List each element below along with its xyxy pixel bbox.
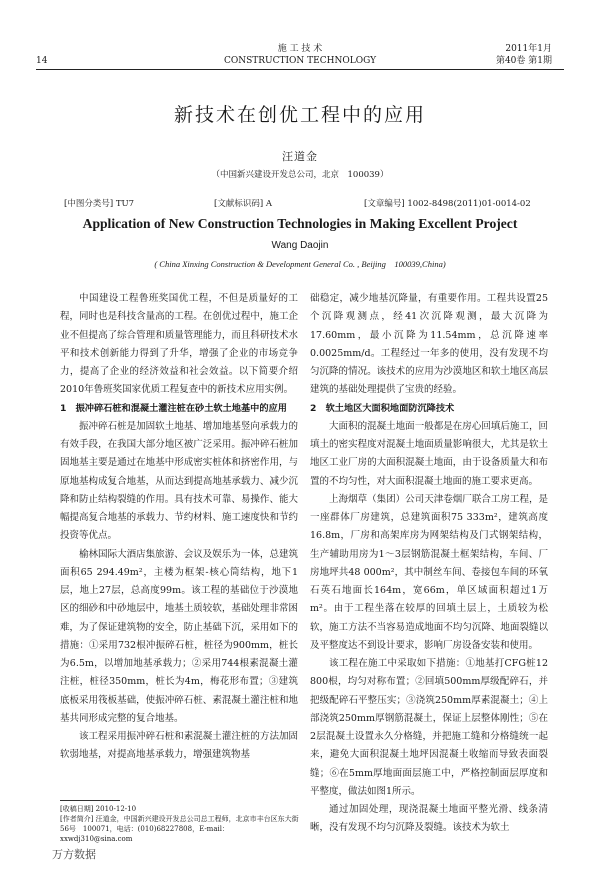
journal-name-cn: 施 工 技 术 xyxy=(277,44,323,54)
journal-name-en: CONSTRUCTION TECHNOLOGY xyxy=(223,56,377,66)
wanfang-watermark: 万方数据 xyxy=(52,848,96,861)
intro-paragraph: 中国建设工程鲁班奖国优工程，不但是质量好的工程，同时也是科技含量高的工程。在创优过程中，施工企业不但提高了综合管理和质量管理能力，而且科研技术水平和技术创新能力得到了升华，增强了企业的市场竞争力，提高了企业的经济效益和社会效益。以下简要介绍2010年鲁班奖国家优质工程复查中的新技术应用实例。 xyxy=(60,293,298,396)
section-1-paragraph: 该工程采用振冲碎石桩和素混凝土灌注桩的方法加固软弱地基，对提高地基承载力，增强建筑物基 xyxy=(60,731,298,761)
received-date: [收稿日期] 2010-12-10 xyxy=(60,805,137,813)
title-en: Application of New Construction Technologies in Making Excellent Project xyxy=(82,216,518,231)
section-2-paragraph: 通过加固处理，现浇混凝土地面平整光滑、线条清晰，没有发现不均匀沉降及裂缝。该技术为软土 xyxy=(310,804,548,834)
header-rule xyxy=(36,69,564,70)
section-1-paragraph: 榆林国际大酒店集旅游、会议及娱乐为一体，总建筑面积65 294.49m²，主楼为框架-核心筒结构，地下1层，地上27层，总高度99m。该工程的基础位于沙漠地区的细砂和中砂地层中，地基土质较软，基础处理非常困难，为了保证建筑物的安全，防止基础下沉，采用如下的措施：①采用732根冲振碎石桩，桩径为900mm，桩长为6.5m，以增加地基承载力；②采用744根素混凝土灌注桩，桩径350mm，桩长为4m，梅花形布置；③建筑底板采用筏板基础，使振冲碎石桩、素混凝土灌注桩和地基共同形成完整的复合地基。 xyxy=(60,548,298,724)
title-cn: 新技术在创优工程中的应用 xyxy=(173,104,426,126)
left-column xyxy=(60,290,298,765)
footnote xyxy=(60,804,300,844)
article-number: [文章编号] 1002-8498(2011)01-0014-02 xyxy=(364,199,531,209)
author-en: Wang Daojin xyxy=(271,240,329,251)
section-1-heading: 1 振冲碎石桩和混凝土灌注桩在砂土软土地基中的应用 xyxy=(60,402,287,414)
affiliation-en: ( China Xinxing Construction & Development General Co. , Beijing 100039,China) xyxy=(154,259,446,269)
section-2-paragraph: 上海烟草（集团）公司天津卷烟厂联合工房工程，是一座群体厂房建筑，总建筑面积75 333m²，建筑高度16.8m，厂房和高架库房为网架结构及门式钢架结构，生产辅助用房为1～3层钢筋混凝土框架结构，车间、厂房地坪共48 000m²，其中制丝车间、卷接包车间的环氧石英石地面长164m，宽66m，单区域面积超过1万m²。由于工程坐落在较厚的回填土层上，土质较为松软，施工方法不当容易造成地面不均匀沉降、地面裂缝以及平整度达不到设计要求，影响厂房设备安装和使用。 xyxy=(310,493,548,651)
affiliation-cn: （中国新兴建设开发总公司，北京 100039） xyxy=(211,170,389,180)
right-column xyxy=(310,290,548,838)
clc-number: [中图分类号] TU7 xyxy=(64,199,135,209)
author-bio: [作者简介] 汪道金，中国新兴建设开发总公司总工程师，北京市丰台区东大街56号 100071，电话：(010)68227808，E-mail：xxwdj310@sina.com xyxy=(60,815,299,843)
footnote-rule xyxy=(60,800,120,801)
section-2-paragraph: 该工程在施工中采取如下措施：①地基打CFG桩12 800根，均匀对称布置；②回填500mm厚级配碎石，并把级配碎石平整压实；③浇筑250mm厚素混凝土；④上部浇筑250mm厚钢筋混凝土，保证上层整体刚性；⑤在2层混凝土设置永久分格缝，并把施工缝和分格缝统一起来，避免大面积混凝土地坪因混凝土收缩而导致表面裂缝；⑥在5mm厚地面面层施工中，严格控制面层厚度和平整度，做法如图1所示。 xyxy=(310,658,548,797)
classification-row xyxy=(64,197,544,209)
section-2-paragraph: 大面积的混凝土地面一般都是在房心回填后施工，回填土的密实程度对混凝土地面质量影响很大，尤其是软土地区工业厂房的大面积混凝土地面，由于设备质量大和布置的不均匀性，对大面积混凝土地面的施工要求更高。 xyxy=(310,420,548,487)
document-code: [文献标识码] A xyxy=(214,199,272,209)
author-cn: 汪道金 xyxy=(282,150,318,163)
issue-date: 2011年1月 xyxy=(505,44,552,54)
section-2-heading: 2 软土地区大面积地面防沉降技术 xyxy=(310,402,455,414)
section-1-paragraph: 振冲碎石桩是加固软土地基、增加地基竖向承载力的有效手段，在我国大部分地区被广泛采用。振冲碎石桩加固地基主要是通过在地基中形成密实桩体和挤密作用，与原地基构成复合地基，从而达到提高地基承载力、减少沉降和防止结构裂缝的作用。具有技术可靠、易操作、能大幅提高复合地基的承载力、节约材料、施工速度快和节约投资等优点。 xyxy=(60,420,298,542)
continued-paragraph: 础稳定，减少地基沉降量，有重要作用。工程共设置25个沉降观测点，经41次沉降观测，最大沉降为17.60mm，最小沉降为11.54mm，总沉降速率0.0025mm/d。工程经过一年多的使用，没有发现不均匀沉降的情况。该技术的应用为沙漠地区和软土地区高层建筑的基础处理提供了宝贵的经验。 xyxy=(310,293,548,396)
page-number: 14 xyxy=(36,56,48,66)
volume-issue: 第40卷 第1期 xyxy=(495,56,552,66)
